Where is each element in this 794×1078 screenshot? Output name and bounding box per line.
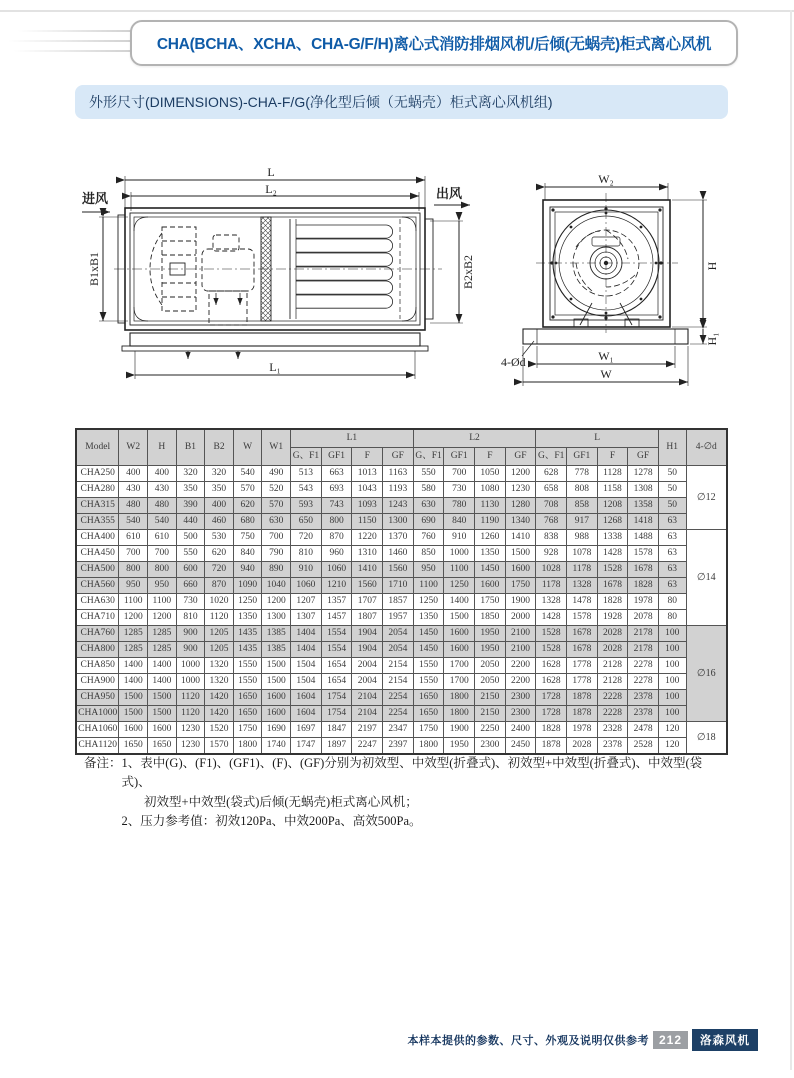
table-row: CHA710 1200 1200 810 1120 1350 1300 1307 1457 1807 1957 1350 1500 1850 2000 1428 1578 1928 2078 80 xyxy=(76,610,727,626)
brand-badge: 洛森风机 xyxy=(692,1029,758,1051)
footer-disclaimer: 本样本提供的参数、尺寸、外观及说明仅供参考 xyxy=(407,1035,649,1047)
decorative-line xyxy=(14,50,136,52)
note-line-2: 初效型+中效型(袋式)后倾(无蜗壳)柜式离心风机； xyxy=(144,794,418,809)
table-row: CHA250 400 400 320 320 540 490 513 663 1013 1163 550 700 1050 1200 628 778 1128 1278 50 ∅12 xyxy=(76,466,727,482)
table-row: CHA850 1400 1400 1000 1320 1550 1500 1504 1654 2004 2154 1550 1700 2050 2200 1628 1778 2128 2278 100 xyxy=(76,658,727,674)
table-row: CHA400 610 610 500 530 750 700 720 870 1220 1370 760 910 1260 1410 838 988 1338 1488 63 ∅14 xyxy=(76,530,727,546)
page-number-badge: 212 xyxy=(653,1031,688,1049)
table-row: CHA1060 1600 1600 1230 1520 1750 1690 1697 1847 2197 2347 1750 1900 2250 2400 1828 1978 2328 2478 120 ∅18 xyxy=(76,722,727,738)
note-line-3: 2、压力参考值：初效120Pa、中效200Pa、高效500Pa。 xyxy=(121,814,422,829)
technical-drawings xyxy=(0,153,794,403)
dim-label-B1xB1: B1xB1 xyxy=(87,251,101,287)
dim-label-L2: L₂ xyxy=(265,182,277,196)
dim-label-W1: W₁ xyxy=(598,349,614,363)
table-row: CHA560 950 950 660 870 1090 1040 1060 1210 1560 1710 1100 1250 1600 1750 1178 1328 1678 1828 63 xyxy=(76,578,727,594)
drawing-front-view xyxy=(500,153,765,403)
section-title: 外形尺寸(DIMENSIONS)-CHA-F/G(净化型后倾（无蜗壳）柜式离心风机组) xyxy=(89,94,553,110)
notes-label: 备注： xyxy=(84,756,122,770)
table-row: CHA1000 1500 1500 1120 1420 1650 1600 1604 1754 2104 2254 1650 1800 2150 2300 1728 1878 2228 2378 100 xyxy=(76,706,727,722)
dim-label-H1: H₁ xyxy=(705,332,719,346)
page-top-rule xyxy=(0,10,794,12)
dim-label-W: W xyxy=(600,367,612,381)
table-row: CHA315 480 480 390 400 620 570 593 743 1093 1243 630 780 1130 1280 708 858 1208 1358 50 xyxy=(76,498,727,514)
dim-label-L1: L₁ xyxy=(269,360,281,374)
table-row: CHA280 430 430 350 350 570 520 543 693 1043 1193 580 730 1080 1230 658 808 1158 1308 50 xyxy=(76,482,727,498)
page-title-banner xyxy=(130,20,738,66)
dimensions-table xyxy=(75,428,728,755)
table-row: CHA355 540 540 440 460 680 630 650 800 1150 1300 690 840 1190 1340 768 917 1268 1418 63 xyxy=(76,514,727,530)
page-footer xyxy=(407,1029,758,1051)
holes-label: 4-Ød xyxy=(501,355,526,369)
notes-block xyxy=(84,754,724,832)
dim-label-B2xB2: B2xB2 xyxy=(461,254,475,290)
notes-lines xyxy=(122,754,724,832)
table-head: Model W2 H B1 B2 W W1 L1 L2 L H1 4-∅d G、F1 GF1 F GF G、F1 GF1 F GF G、F1 GF1 F GF xyxy=(76,429,727,466)
section-title-bar xyxy=(75,85,728,119)
decorative-line xyxy=(18,30,136,32)
table-row: CHA800 1285 1285 900 1205 1435 1385 1404 1554 1904 2054 1450 1600 1950 2100 1528 1678 2028 2178 100 xyxy=(76,642,727,658)
table-row: CHA760 1285 1285 900 1205 1435 1385 1404 1554 1904 2054 1450 1600 1950 2100 1528 1678 2028 2178 100 ∅16 xyxy=(76,626,727,642)
dim-label-W2: W₂ xyxy=(598,172,614,186)
note-line-1: 1、表中(G)、(F1)、(GF1)、(F)、(GF)分别为初效型、中效型(折叠式)、初效型+中效型(折叠式)、中效型(袋式)、 xyxy=(121,756,703,790)
table-row: CHA450 700 700 550 620 840 790 810 960 1310 1460 850 1000 1350 1500 928 1078 1428 1578 63 xyxy=(76,546,727,562)
drawing-side-view xyxy=(78,153,483,403)
outlet-label: 出风 xyxy=(436,186,463,201)
table-row: CHA1120 1650 1650 1230 1570 1800 1740 1747 1897 2247 2397 1800 1950 2300 2450 1878 2028 2378 2528 120 xyxy=(76,738,727,755)
table-row: CHA500 800 800 600 720 940 890 910 1060 1410 1560 950 1100 1450 1600 1028 1178 1528 1678 63 xyxy=(76,562,727,578)
dim-label-H: H xyxy=(705,261,719,271)
table-row: CHA630 1100 1100 730 1020 1250 1200 1207 1357 1707 1857 1250 1400 1750 1900 1328 1478 1828 1978 80 xyxy=(76,594,727,610)
table-row: CHA950 1500 1500 1120 1420 1650 1600 1604 1754 2104 2254 1650 1800 2150 2300 1728 1878 2228 2378 100 xyxy=(76,690,727,706)
dim-label-L: L xyxy=(267,165,275,179)
table-row: CHA900 1400 1400 1000 1320 1550 1500 1504 1654 2004 2154 1550 1700 2050 2200 1628 1778 2128 2278 100 xyxy=(76,674,727,690)
table-body xyxy=(76,466,727,755)
inlet-label: 进风 xyxy=(82,191,109,206)
page-title: CHA(BCHA、XCHA、CHA-G/F/H)离心式消防排烟风机/后倾(无蜗壳)柜式离心风机 xyxy=(156,36,712,53)
decorative-line xyxy=(8,40,136,42)
